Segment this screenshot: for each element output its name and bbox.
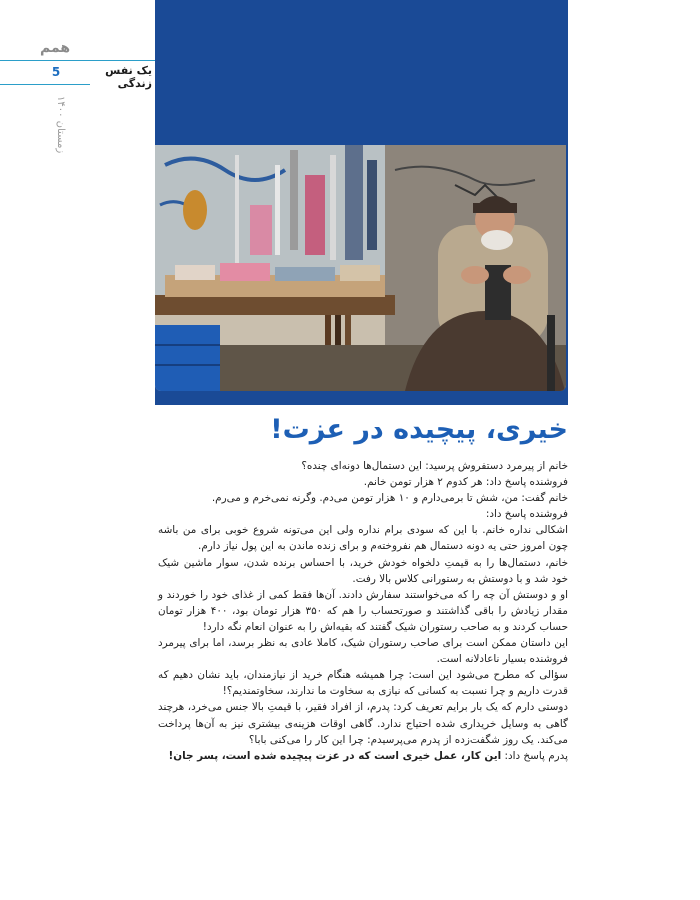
margin-rule-top bbox=[0, 60, 155, 61]
article-body bbox=[158, 458, 568, 764]
article-title: خیری، پیچیده در عزت! bbox=[270, 414, 568, 445]
closing-quote: این کار، عمل خیری است که در عزت پیچیده شده است، پسر جان! bbox=[168, 749, 502, 762]
paragraph: خانم از پیرمرد دستفروش پرسید: این دستمال‌ها دونه‌ای چنده؟ bbox=[301, 460, 568, 472]
header-banner bbox=[155, 0, 568, 143]
closing-lead: پدرم پاسخ داد: bbox=[501, 749, 568, 762]
paragraph: این داستان ممکن است برای صاحب رستوران شیک، کاملا عادی به نظر برسد، اما برای پیرمرد فروشنده بسیار ناعادلانه است. bbox=[158, 637, 568, 666]
page-number: 5 bbox=[51, 65, 61, 79]
paragraph: سؤالی که مطرح می‌شود این است: چرا همیشه هنگام خرید از نیازمندان، باید نشان دهیم که قدرت داریم و چرا نسبت به کسانی که نیازی به سخاوت ما ندارند، سخاوتمندیم؟! bbox=[158, 669, 568, 698]
paragraph: او و دوستش آن چه را که می‌خواستند سفارش دادند. آن‌ها فقط کمی از غذای خود را خوردند و مقدار زیادش را باقی گذاشتند و صورتحساب را هم که ۳۵۰ هزار تومان بود، ۴۰۰ هزار تومان حساب کردند و به صاحب رستوران شیک گفتند که بقیه‌اش را به عنوان انعام نگه دارد! bbox=[158, 588, 568, 633]
street-vendor-photo bbox=[155, 145, 566, 391]
issue-season: زمستان ۱۴۰۰ bbox=[55, 95, 66, 153]
paragraph: خانم گفت: من، شش تا برمی‌دارم و ۱۰ هزار تومن می‌دم. وگرنه نمی‌خرم و می‌رم. bbox=[211, 492, 568, 505]
photo-frame bbox=[155, 143, 568, 405]
paragraph: دوستی دارم که یک بار برایم تعریف کرد: پدرم، از افراد فقیر، با قیمتِ بالا جنس می‌خرد، هرچند گاهی به وسایل خریداری شده احتیاج ندارد. گاهی اوقات هزینه‌ی بیشتری نیز به آن‌ها پرداخت می‌کند. یک روز شگفت‌زده از پدرم می‌پرسیدم: چرا این کار را می‌کنی بابا؟ bbox=[158, 701, 568, 746]
paragraph: فروشنده پاسخ داد: bbox=[485, 508, 568, 521]
section-label: یک نفس زندگی bbox=[105, 64, 152, 90]
closing-paragraph bbox=[158, 748, 568, 764]
paragraph: اشکالی نداره خانم. با این که سودی برام نداره ولی این می‌تونه شروع خوبی برای من باشه چون امروز حتی یه دونه دستمال هم نفروخته‌م و برای زنده ماندن به این پول نیاز دارم. bbox=[158, 524, 568, 553]
margin-rule-bottom bbox=[0, 84, 90, 85]
paragraph: فروشنده پاسخ داد: هر کدوم ۲ هزار تومن خانم. bbox=[363, 476, 568, 489]
paragraph: خانم، دستمال‌ها را به قیمتِ دلخواه خودش خرید، با احساس برنده شدن، سوار ماشین شیک خود شد و با دوستش به رستورانی کلاس بالا رفت. bbox=[158, 556, 568, 585]
magazine-logo: همم bbox=[40, 40, 71, 56]
